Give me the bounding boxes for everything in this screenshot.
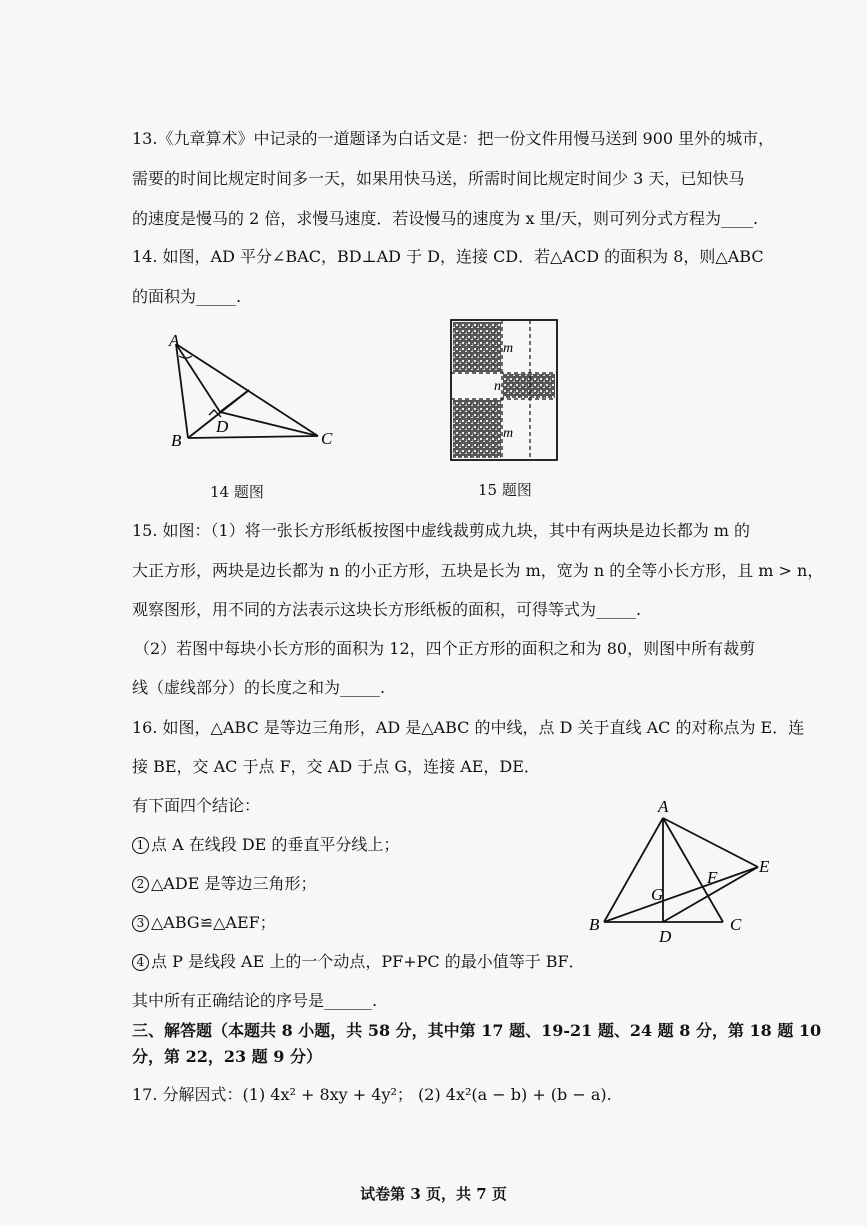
q16-line-1: 16. 如图，△ABC 是等边三角形，AD 是△ABC 的中线，点 D 关于直线 AC 的对称点为 E．连 — [132, 718, 805, 737]
fig16-label-c: C — [730, 915, 742, 934]
fig15-label-m-top: m — [503, 341, 514, 356]
fig16-label-a: A — [658, 797, 669, 816]
fig15-rectangle — [451, 320, 557, 460]
q15-line-2: 大正方形，两块是边长都为 n 的小正方形，五块是长为 m，宽为 n 的全等小长方形，且 m > n， — [132, 561, 824, 580]
q14-line-1: 14. 如图，AD 平分∠BAC，BD⊥AD 于 D，连接 CD．若△ACD 的面积为 8，则△ABC — [132, 247, 764, 266]
fig16-label-d: D — [659, 927, 672, 946]
q15-line-5: 线（虚线部分）的长度之和为_____. — [132, 678, 386, 697]
conclusion-1-number: 1 — [132, 837, 149, 854]
q16-conclusion-1 — [132, 834, 399, 856]
q14-line-2: 的面积为_____. — [132, 287, 242, 306]
q13-line-2: 需要的时间比规定时间多一天，如果用快马送，所需时间比规定时间少 3 天，已知快马 — [132, 169, 745, 188]
section3-heading-line-2: 分，第 22，23 题 9 分） — [132, 1047, 322, 1066]
q16-line-2: 接 BE，交 AC 于点 F，交 AD 于点 G，连接 AE，DE． — [132, 757, 540, 776]
conclusion-4-number: 4 — [132, 954, 149, 971]
conclusion-4-text: 点 P 是线段 AE 上的一个动点，PF+PC 的最小值等于 BF． — [151, 952, 585, 971]
q15-line-4: （2）若图中每块小长方形的面积为 12，四个正方形的面积之和为 80，则图中所有裁剪 — [134, 639, 756, 658]
q16-line-8: 其中所有正确结论的序号是______. — [132, 991, 378, 1010]
fig16-label-f: F — [707, 868, 718, 887]
fig15-caption: 15 题图 — [478, 481, 532, 499]
q13-line-1: 13.《九章算术》中记录的一道题译为白话文是：把一份文件用慢马送到 900 里外的城市， — [132, 129, 775, 148]
section3-heading-line-1: 三、解答题（本题共 8 小题，共 58 分，其中第 17 题、19-21 题、24 题 8 分，第 18 题 10 — [132, 1021, 822, 1040]
fig16-label-b: B — [589, 915, 600, 934]
fig16-label-g: G — [651, 885, 664, 904]
q16-conclusion-4 — [132, 951, 585, 973]
q17-text: 17. 分解因式：(1) 4x² + 8xy + 4y²； (2) 4x²(a − b) + (b − a). — [132, 1085, 612, 1104]
conclusion-3-number: 3 — [132, 915, 149, 932]
page-footer: 试卷第 3 页，共 7 页 — [360, 1185, 507, 1203]
fig15-label-n: n — [494, 379, 501, 394]
q13-line-3: 的速度是慢马的 2 倍，求慢马速度．若设慢马的速度为 x 里/天，则可列分式方程为____. — [132, 209, 759, 228]
fig14-label-d: D — [216, 417, 229, 436]
fig14-label-c: C — [321, 429, 333, 448]
fig15-label-m-bottom: m — [503, 426, 514, 441]
fig16-label-e: E — [759, 857, 770, 876]
fig14-label-a: A — [169, 331, 180, 350]
fig14-caption: 14 题图 — [210, 483, 264, 501]
conclusion-2-number: 2 — [132, 876, 149, 893]
q15-line-3: 观察图形，用不同的方法表示这块长方形纸板的面积，可得等式为_____. — [132, 600, 642, 619]
conclusion-2-text: △ADE 是等边三角形； — [151, 874, 317, 893]
q16-line-3: 有下面四个结论： — [132, 796, 261, 815]
q16-conclusion-2 — [132, 873, 316, 895]
conclusion-1-text: 点 A 在线段 DE 的垂直平分线上； — [151, 835, 400, 854]
q16-conclusion-3 — [132, 912, 276, 934]
fig14-label-b: B — [171, 431, 182, 450]
conclusion-3-text: △ABG≌△AEF； — [151, 913, 276, 932]
q15-line-1: 15. 如图：（1）将一张长方形纸板按图中虚线裁剪成九块，其中有两块是边长都为 m 的 — [132, 521, 751, 540]
